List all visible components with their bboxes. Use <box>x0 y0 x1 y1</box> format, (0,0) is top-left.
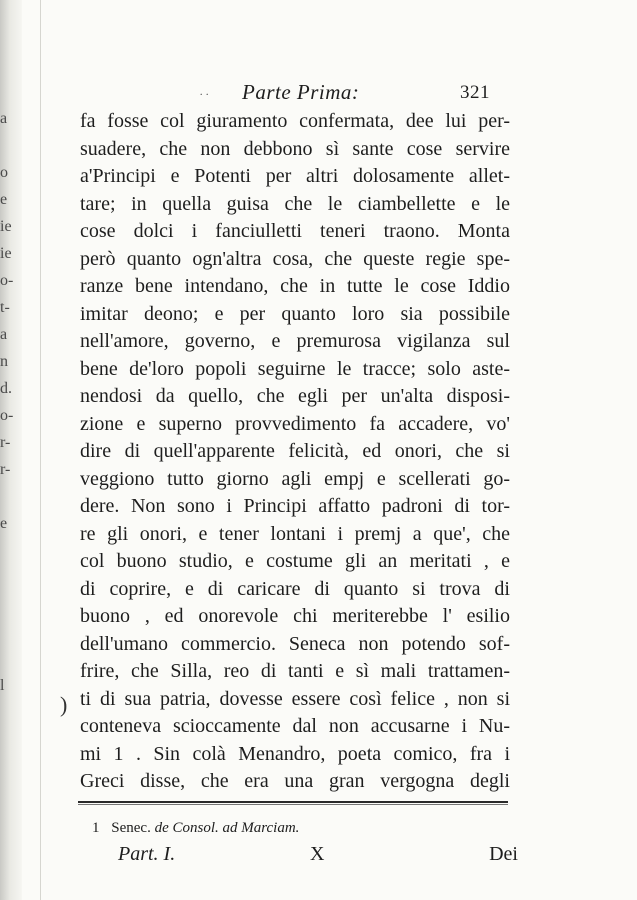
bleed-letter <box>0 564 16 591</box>
bleed-letter <box>0 618 16 645</box>
footnote-author: Senec. <box>111 820 151 836</box>
bleed-letter <box>0 483 16 510</box>
text-line: però quanto ogn'altra cosa, che queste regie spe- <box>80 247 510 270</box>
bleed-letter <box>0 645 16 672</box>
text-line: bene de'loro popoli seguirne le tracce; solo aste- <box>80 357 510 380</box>
text-line: dell'umano commercio. Seneca non potendo sof- <box>80 632 510 655</box>
text-line: conteneva scioccamente dal non accusarne i Nu- <box>80 715 510 737</box>
footnote-rule <box>78 801 508 803</box>
text-line: mi 1 . Sin colà Menandro, poeta comico, fra i <box>80 742 510 765</box>
bleed-letter: n <box>0 353 8 370</box>
bleed-letter <box>0 726 16 753</box>
signature-mark: Part. I. <box>118 843 176 865</box>
text-line: imitar deono; e per quanto loro sia possibile <box>80 302 510 325</box>
footnote <box>92 820 512 837</box>
text-line: dire di quell'apparente felicità, ed onori, che si <box>80 440 510 462</box>
bleed-letter: ie <box>0 218 12 235</box>
bleed-letter: r- <box>0 434 11 451</box>
text-line: re gli onori, e tener lontani i premj a que', che <box>80 522 510 545</box>
bleed-letter: r- <box>0 461 11 478</box>
gutter-fold-line <box>40 0 41 900</box>
text-line: tare; in quella guisa che le ciambellette e le <box>80 192 510 215</box>
text-line: ranze bene intendano, che in tutte le cose Iddio <box>80 275 510 297</box>
bleed-letter: o- <box>0 407 14 424</box>
running-head <box>200 80 490 110</box>
bleed-letter <box>0 537 16 564</box>
text-line: cose dolci i fanciulletti teneri traono. Monta <box>80 220 510 242</box>
bleed-letter: a <box>0 110 8 127</box>
bleed-letter: o <box>0 164 8 181</box>
bleed-letter: t- <box>0 299 10 316</box>
text-line: nendosi da quello, che egli per un'alta disposi- <box>80 385 510 407</box>
text-line: fa fosse col giuramento confermata, dee lui per- <box>80 110 510 132</box>
facing-page-bleed <box>0 105 16 780</box>
text-line: dere. Non sono i Principi affatto padroni di tor- <box>80 495 510 517</box>
gathering-mark: X <box>310 843 325 865</box>
bleed-letter <box>0 699 16 726</box>
catchword: Dei <box>489 843 518 865</box>
running-head-title: Parte Prima: <box>242 80 360 104</box>
bleed-letter: a <box>0 326 8 343</box>
bleed-letter <box>0 591 16 618</box>
text-line: suadere, che non debbono sì sante cose servire <box>80 137 510 160</box>
page-number: 321 <box>460 82 490 103</box>
text-line: zione e superno provvedimento fa accadere, vo' <box>80 412 510 435</box>
text-line: col buono studio, e costume gli an meritati , e <box>80 550 510 572</box>
footnote-number: 1 <box>92 820 100 836</box>
bleed-letter <box>0 753 16 780</box>
bleed-letter: ie <box>0 245 12 262</box>
text-line: a'Principi e Potenti per altri dolosamente allet- <box>80 165 510 187</box>
footnote-source: de Consol. ad Marciam. <box>154 820 300 836</box>
running-head-ornament: .. <box>200 84 212 98</box>
text-line: ti di sua patria, dovesse essere così felice , non si <box>80 687 510 710</box>
bleed-letter <box>0 132 16 159</box>
text-line: Greci disse, che era una gran vergogna degli <box>80 770 510 792</box>
body-text <box>80 108 510 796</box>
bleed-letter: o- <box>0 272 14 289</box>
bleed-letter: e <box>0 191 8 208</box>
bleed-letter: l <box>0 677 5 694</box>
text-line: nell'amore, governo, e premurosa vigilanza sul <box>80 330 510 352</box>
text-line: di coprire, e di caricare di quanto si trova di <box>80 577 510 600</box>
bleed-letter: e <box>0 515 8 532</box>
text-line: frire, che Silla, reo di tanti e sì mali trattamen- <box>80 660 510 682</box>
text-line: veggiono tutto giorno agli empj e scellerati go- <box>80 467 510 490</box>
text-line: buono , ed onorevole chi meriterebbe l' esilio <box>80 605 510 627</box>
bleed-letter: d. <box>0 380 12 397</box>
margin-bracket: ) <box>60 692 68 717</box>
